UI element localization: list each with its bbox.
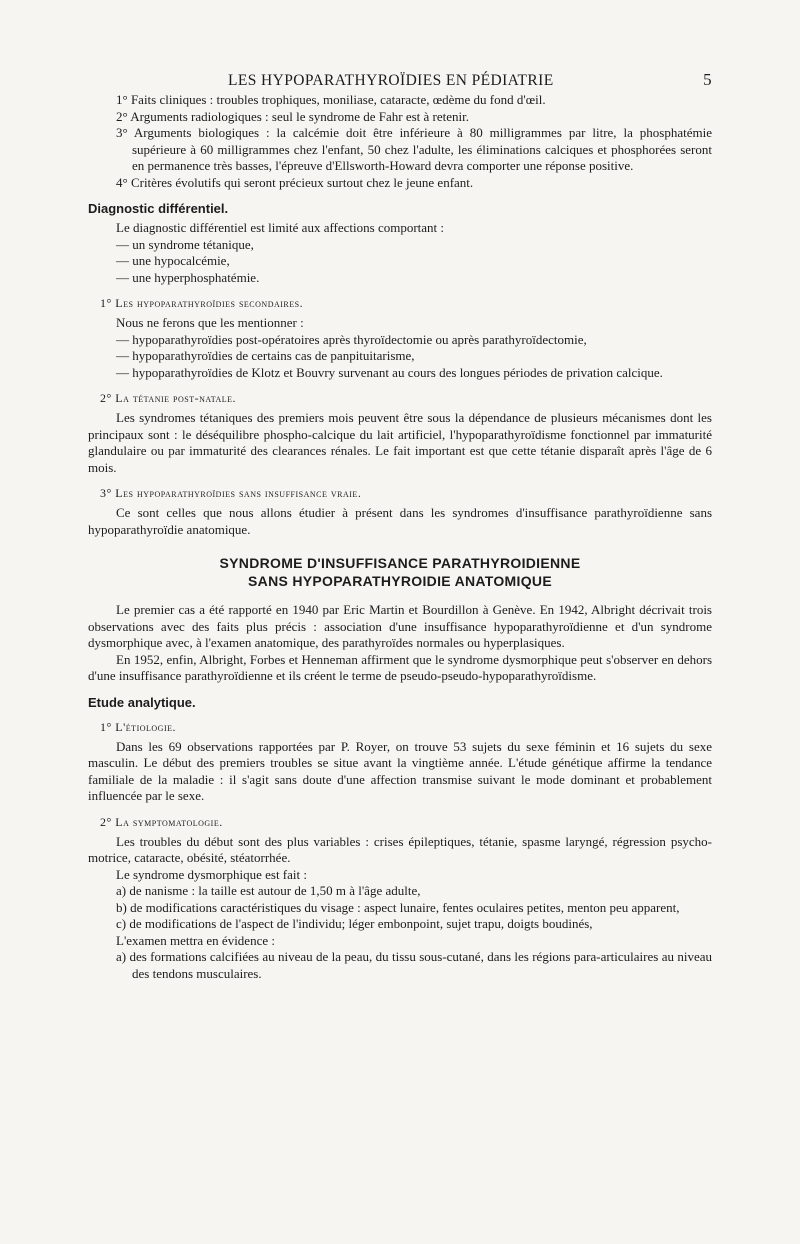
running-header — [88, 66, 712, 92]
page-number: 5 — [703, 70, 712, 89]
dysmorphic-item: a) de nanisme : la taille est autour de 1,50 m à l'âge adulte, — [116, 883, 421, 898]
section-title-line-1: SYNDROME D'INSUFFISANCE PARATHYROIDIENNE — [219, 555, 581, 571]
etude-heading: Etude analytique. — [88, 694, 196, 710]
symptomatologie-text: Les troubles du début sont des plus variables : crises épileptiques, tétanie, spasme laryngé, régression psycho-motrice, cataracte, obésité, stéatorrhée. — [88, 833, 712, 865]
tetanie-text: Les syndromes tétaniques des premiers mois peuvent être sous la dépendance de plusieurs mécanismes dont les principaux sont : le déséquilibre phospho-calcique du lait artificiel, l'hypoparathyroïdisme fonctionnel par immaturité glandulaire ou par immaturité des clearances rénales. Le fait important est que cette tétanie disparaît après l'âge de 6 mois. — [88, 410, 712, 475]
exam-item: a) des formations calcifiées au niveau de la peau, du tissu sous-cutané, dans les régions para-articulaires au niveau des tendons musculaires. — [116, 949, 712, 981]
dysmorphic-item: c) de modifications de l'aspect de l'individu; léger embonpoint, sujet trapu, doigts boudinés, — [116, 916, 593, 931]
diag-heading: Diagnostic différentiel. — [88, 201, 229, 216]
secondary-intro: Nous ne ferons que les mentionner : — [116, 315, 304, 330]
dysmorphic-intro: Le syndrome dysmorphique est fait : — [116, 866, 307, 882]
diag-item: — un syndrome tétanique, — [116, 236, 254, 252]
section-title-line-2: SANS HYPOPARATHYROIDIE ANATOMIQUE — [248, 573, 552, 589]
secondary-title: 1° Les hypoparathyroïdies secondaires. — [100, 296, 304, 310]
diag-item: — une hyperphosphatémie. — [116, 269, 260, 285]
diag-item: — une hypocalcémie, — [116, 253, 230, 268]
criterion-2: 2° Arguments radiologiques : seul le syndrome de Fahr est à retenir. — [116, 108, 469, 124]
secondary-item: — hypoparathyroïdies de certains cas de panpituitarisme, — [116, 348, 415, 363]
secondary-item: — hypoparathyroïdies de Klotz et Bouvry survenant au cours des longues périodes de privation calcique. — [116, 364, 663, 380]
exam-intro: L'examen mettra en évidence : — [116, 932, 275, 948]
section-paragraph-1: Le premier cas a été rapporté en 1940 par Eric Martin et Bourdillon à Genève. En 1942, Albright décrivait trois observations avec des faits plus précis : association d'une insuffisance hypoparathyroïdienne et d'un syndrome dysmorphique avec, à l'examen anatomique, des parathyroïdes normales ou hyperplasiques. — [88, 602, 712, 650]
section-title — [88, 554, 712, 590]
dysmorphic-item: b) de modifications caractéristiques du visage : aspect lunaire, fentes oculaires petites, menton peu apparent, — [116, 899, 680, 915]
insuff-text: Ce sont celles que nous allons étudier à présent dans les syndromes d'insuffisance parathyroïdienne sans hypoparathyroïdie anatomique. — [88, 505, 712, 537]
insuff-title: 3° Les hypoparathyroïdies sans insuffisance vraie. — [100, 486, 362, 500]
page — [88, 66, 712, 982]
secondary-item: — hypoparathyroïdies post-opératoires après thyroïdectomie ou après parathyroïdectomie, — [116, 331, 587, 347]
section-paragraph-2: En 1952, enfin, Albright, Forbes et Henneman affirment que le syndrome dysmorphique peut s'observer en dehors d'une insuffisance parathyroïdienne et ils créent le terme de pseudo-pseudo-hypoparathyroïdisme. — [88, 651, 712, 683]
running-title: LES HYPOPARATHYROÏDIES EN PÉDIATRIE — [228, 72, 554, 89]
symptomatologie-title: 2° La symptomatologie. — [100, 814, 223, 829]
criterion-3: 3° Arguments biologiques : la calcémie doit être inférieure à 80 milligrammes par litre, la phosphatémie supérieure à 60 milligrammes chez l'enfant, 50 chez l'adulte, les éliminations calciques et phosphorées seront en permanence très basses, l'épreuve d'Ellsworth-Howard devra comporter une réponse positive. — [116, 125, 712, 173]
etiologie-text: Dans les 69 observations rapportées par P. Royer, on trouve 53 sujets du sexe féminin et 16 sujets du sexe masculin. Le début des premiers troubles se situe avant la vingtième année. L'étude génétique affirme la tendance familiale de la maladie : il s'agit sans doute d'une affection transmise suivant le mode dominant et probablement influencée par le sexe. — [88, 738, 712, 803]
criterion-1: 1° Faits cliniques : troubles trophiques, moniliase, cataracte, œdème du fond d'œil. — [116, 92, 546, 107]
tetanie-title: 2° La tétanie post-natale. — [100, 391, 237, 405]
criterion-4: 4° Critères évolutifs qui seront précieux surtout chez le jeune enfant. — [116, 174, 474, 190]
diag-intro: Le diagnostic différentiel est limité aux affections comportant : — [116, 220, 445, 235]
etiologie-title: 1° L'étiologie. — [100, 719, 176, 734]
